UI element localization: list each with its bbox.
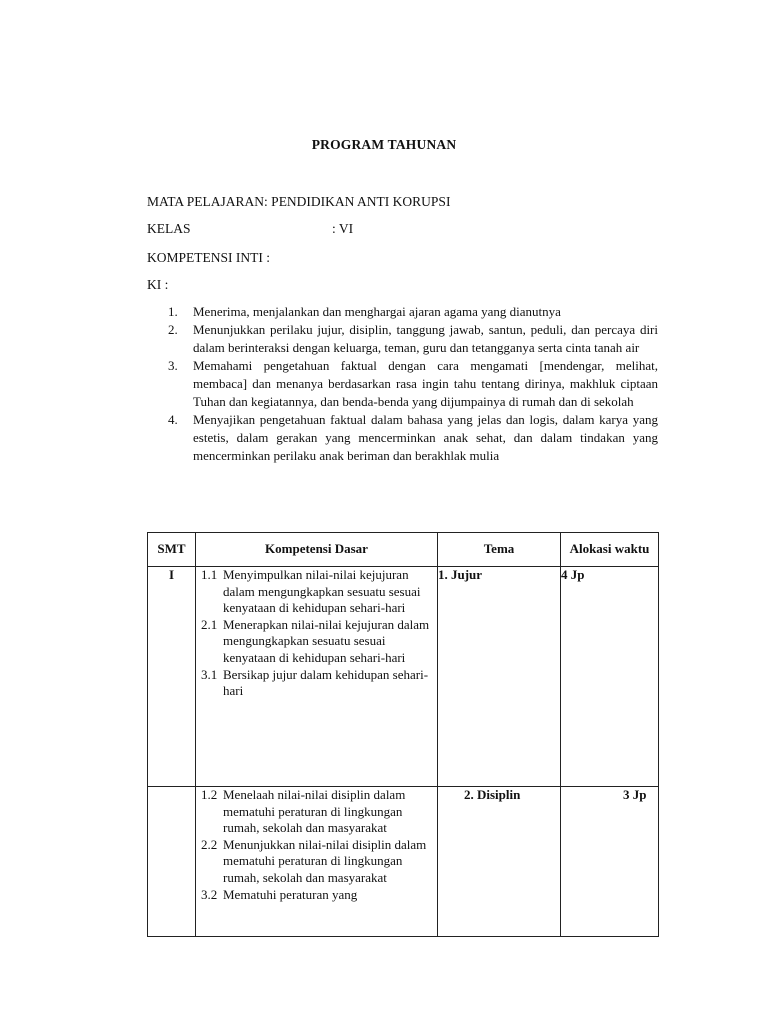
kelas-value: : VI — [332, 221, 354, 236]
ki-item — [147, 321, 658, 357]
tema-cell: 1. Jujur — [438, 567, 561, 787]
alokasi-cell: 4 Jp — [561, 567, 659, 787]
kd-text: Menelaah nilai-nilai disiplin dalam mematuhi peraturan di lingkungan rumah, sekolah dan masyarakat — [223, 787, 406, 836]
kd-code: 2.2 — [201, 836, 218, 852]
header-kompetensi-dasar: Kompetensi Dasar — [196, 533, 438, 567]
header-smt: SMT — [148, 533, 196, 567]
header-tema: Tema — [438, 533, 561, 567]
table-row — [148, 787, 659, 937]
table-header-row — [148, 533, 659, 567]
tema-cell: 2. Disiplin — [438, 787, 561, 937]
ki-item — [147, 411, 658, 465]
kd-item — [196, 617, 437, 667]
table-row — [148, 567, 659, 787]
ki-item-text: Menunjukkan perilaku jujur, disiplin, tanggung jawab, santun, peduli, dan percaya diri dalam berinteraksi dengan keluarga, teman, guru dan tetangganya serta cinta tanah air — [193, 322, 658, 355]
kd-text: Menunjukkan nilai-nilai disiplin dalam mematuhi peraturan di lingkungan rumah, sekolah dan masyarakat — [223, 836, 427, 885]
smt-cell — [148, 787, 196, 937]
kd-item — [196, 667, 437, 700]
ki-item-number: 4. — [168, 412, 178, 427]
kompetensi-inti-heading: KOMPETENSI INTI : — [147, 250, 270, 265]
kompetensi-dasar-cell — [196, 567, 438, 787]
kd-code: 1.2 — [201, 787, 218, 802]
ki-item — [147, 303, 658, 321]
kd-item — [196, 567, 437, 617]
ki-list — [147, 303, 658, 465]
kelas-line — [147, 221, 353, 237]
ki-item-text: Memahami pengetahuan faktual dengan cara mengamati [mendengar, melihat, membaca] dan menanya berdasarkan rasa ingin tahu tentang dirinya, makhluk ciptaan Tuhan dan kegiatannya, dan benda-benda yang dijumpainya di rumah dan di sekolah — [193, 358, 658, 409]
kd-item — [196, 787, 437, 837]
ki-item — [147, 357, 658, 411]
header-alokasi-waktu: Alokasi waktu — [561, 533, 659, 567]
kd-text: Bersikap jujur dalam kehidupan sehari-hari — [223, 666, 429, 699]
alokasi-cell: 3 Jp — [561, 787, 659, 937]
kd-text: Mematuhi peraturan yang — [223, 886, 358, 902]
kd-code: 2.1 — [201, 616, 218, 632]
kompetensi-dasar-table — [147, 532, 659, 937]
kompetensi-dasar-cell — [196, 787, 438, 937]
ki-item-number: 1. — [168, 304, 178, 319]
kelas-label: KELAS — [147, 221, 191, 236]
mata-pelajaran-line: MATA PELAJARAN: PENDIDIKAN ANTI KORUPSI — [147, 194, 451, 209]
kd-item — [196, 887, 437, 904]
smt-cell: I — [148, 567, 196, 787]
kd-text: Menerapkan nilai-nilai kejujuran dalam mengungkapkan sesuatu sesuai kenyataan di kehidupan sehari-hari — [223, 616, 430, 665]
page-title: PROGRAM TAHUNAN — [311, 137, 457, 152]
ki-heading: KI : — [147, 277, 169, 292]
kd-item — [196, 837, 437, 887]
kd-code: 3.1 — [201, 666, 218, 682]
kd-text: Menyimpulkan nilai-nilai kejujuran dalam mengungkapkan sesuatu sesuai kenyataan di kehidupan sehari-hari — [223, 567, 421, 616]
ki-item-number: 2. — [168, 322, 178, 337]
ki-item-number: 3. — [168, 358, 178, 373]
ki-item-text: Menyajikan pengetahuan faktual dalam bahasa yang jelas dan logis, dalam karya yang estetis, dalam gerakan yang mencerminkan anak sehat, dan dalam tindakan yang mencerminkan perilaku anak beriman dan berakhlak mulia — [193, 412, 658, 463]
kd-code: 3.2 — [201, 886, 218, 902]
ki-item-text: Menerima, menjalankan dan menghargai ajaran agama yang dianutnya — [193, 304, 561, 319]
kd-code: 1.1 — [201, 567, 218, 582]
